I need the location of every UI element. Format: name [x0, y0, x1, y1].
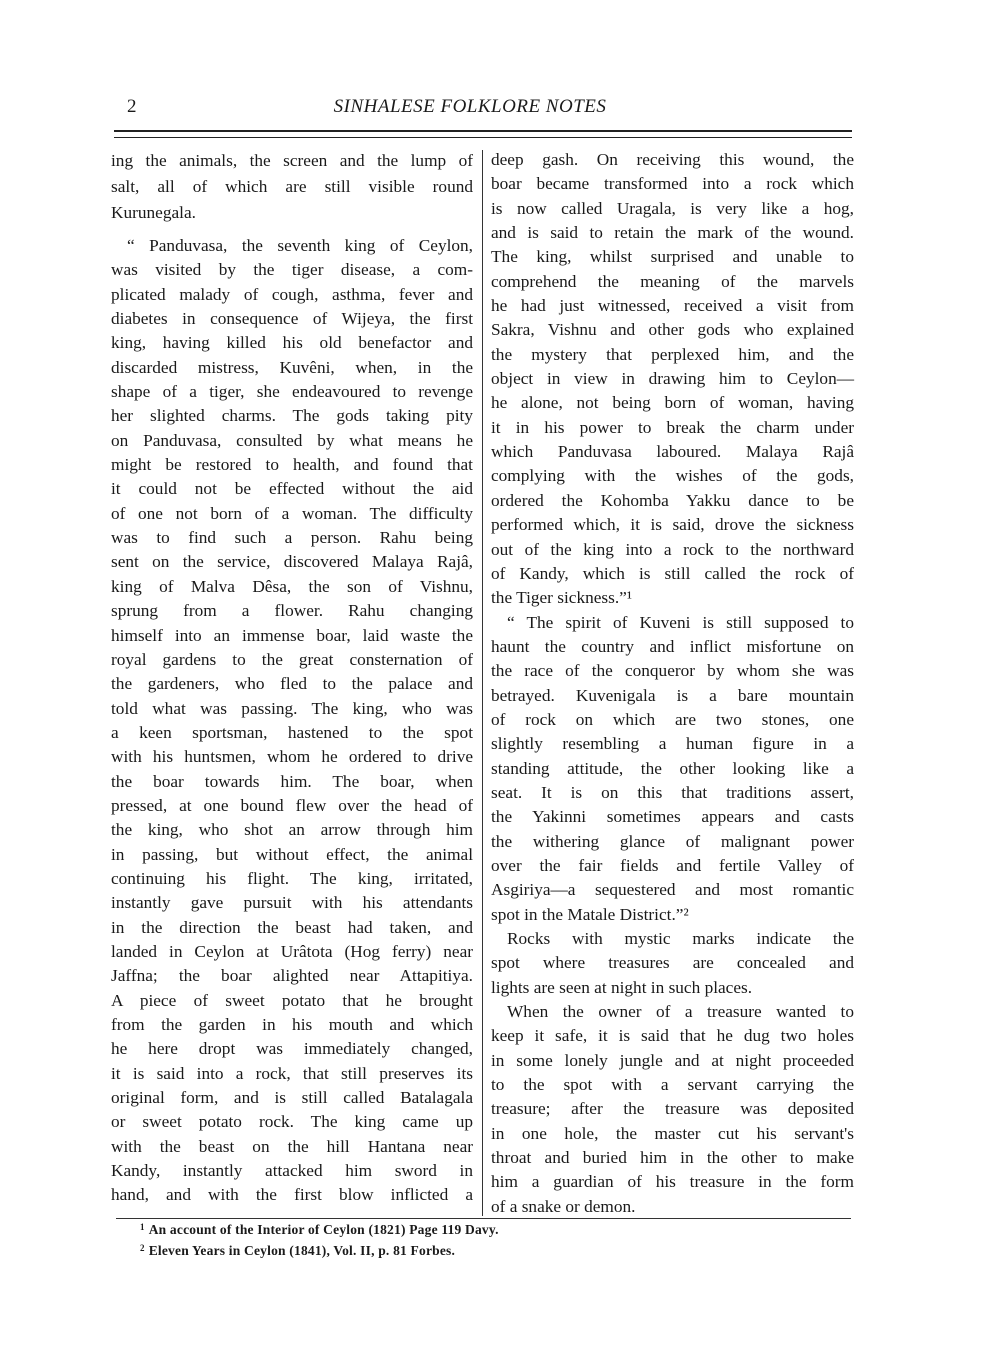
text-line: of a snake or demon. [491, 1196, 636, 1216]
footnote-1 [140, 1222, 499, 1238]
text-line: or sweet potato rock. The king came up [111, 1112, 473, 1132]
text-line: instantly gave pursuit with his attendants [111, 893, 473, 913]
text-line: to the spot with a servant carrying the [491, 1075, 854, 1095]
text-line: which Panduvasa laboured. Malaya Rajâ [491, 442, 854, 462]
text-line: Kandy, instantly attacked him sword in [111, 1161, 473, 1181]
text-line: the race of the conqueror by whom she was [491, 661, 854, 681]
text-line: in the direction the beast had taken, and [111, 917, 473, 937]
text-line: Kurunegala. [111, 203, 196, 222]
text-line: ing the animals, the screen and the lump of [111, 151, 473, 170]
text-line: lights are seen at night in such places. [491, 977, 753, 997]
text-line: the withering glance of malignant power [491, 831, 854, 851]
text-line: keep it safe, it is said that he dug two holes [491, 1026, 854, 1046]
text-line: pressed, at one bound flew over the head of [111, 795, 473, 815]
running-title: SINHALESE FOLKLORE NOTES [333, 96, 607, 117]
text-line: the boar towards him. The boar, when [111, 771, 473, 791]
text-line: betrayed. Kuvenigala is a bare mountain [491, 685, 854, 705]
text-line: deep gash. On receiving this wound, the [491, 150, 854, 169]
text-line: was to find such a person. Rahu being [111, 528, 473, 548]
text-line: landed in Ceylon at Urâtota (Hog ferry) near [111, 941, 473, 961]
footnote-2 [140, 1243, 455, 1259]
text-line: continuing his flight. The king, irritated, [111, 868, 473, 888]
text-line: Sakra, Vishnu and other gods who explained [491, 320, 854, 340]
text-line: salt, all of which are still visible round [111, 177, 473, 196]
text-line: ordered the Kohomba Yakku dance to be [491, 490, 854, 510]
text-line: him a guardian of his treasure in the form [491, 1172, 854, 1192]
text-line: plicated malady of cough, asthma, fever and [111, 284, 473, 304]
text-line: object in view in drawing him to Ceylon— [491, 369, 854, 389]
text-line: complying with the wishes of the gods, [491, 466, 854, 486]
text-line: Rocks with mystic marks indicate the [507, 929, 854, 948]
text-line: boar became transformed into a rock which [491, 174, 854, 194]
page-number: 2 [127, 96, 137, 117]
paragraph [491, 611, 854, 927]
text-line: the Tiger sickness.”¹ [491, 588, 633, 608]
footnote-mark: 1 [140, 1222, 145, 1232]
text-line: he here dropt was immediately changed, [111, 1039, 473, 1059]
text-line: with his huntsmen, whom he ordered to drive [111, 747, 473, 767]
text-line: spot where treasures are concealed and [491, 953, 854, 973]
text-line: was visited by the tiger disease, a com- [111, 260, 473, 280]
text-line: spot in the Matale District.”² [491, 904, 689, 924]
text-line: the gardeners, who fled to the palace and [111, 674, 473, 694]
text-line: haunt the country and inflict misfortune on [491, 636, 854, 656]
text-line: the mystery that perplexed him, and the [491, 344, 854, 364]
text-line: in passing, but without effect, the animal [111, 844, 473, 864]
text-line: told what was passing. The king, who was [111, 698, 473, 718]
header-rule-thin [114, 137, 852, 138]
text-line: When the owner of a treasure wanted to [507, 1002, 854, 1022]
text-line: Jaffna; the boar alighted near Attapitiya. [111, 966, 473, 986]
text-line: “ Panduvasa, the seventh king of Ceylon, [127, 236, 473, 255]
text-line: The king, whilst surprised and unable to [491, 247, 854, 267]
text-line: performed which, it is said, drove the sickness [491, 515, 854, 535]
footnote-rule [116, 1218, 851, 1219]
text-line: might be restored to health, and found that [111, 455, 473, 475]
footnote-text: An account of the Interior of Ceylon (1821) Page 119 Davy. [148, 1222, 499, 1237]
footnote-text: Eleven Years in Ceylon (1841), Vol. II, p. 81 Forbes. [148, 1243, 456, 1258]
text-line: “ The spirit of Kuveni is still supposed to [507, 612, 854, 632]
text-line: seat. It is on this that traditions assert, [491, 782, 854, 802]
text-line: it in his power to break the charm under [491, 417, 854, 437]
text-line: from the garden in his mouth and which [111, 1015, 473, 1034]
text-line: he alone, not being born of woman, having [491, 393, 854, 413]
text-line: original form, and is still called Batalagala [111, 1088, 473, 1108]
text-line: of Kandy, which is still called the rock of [491, 563, 854, 583]
text-line: her slighted charms. The gods taking pity [111, 406, 473, 426]
paragraph [491, 1000, 854, 1219]
text-line: it could not be effected without the aid [111, 479, 473, 499]
text-line: standing attitude, the other looking like a [491, 758, 854, 778]
text-line: in one hole, the master cut his servant's [491, 1123, 854, 1143]
left-column [111, 148, 473, 1208]
text-line: discarded mistress, Kuvêni, when, in the [111, 357, 473, 377]
text-line: with the beast on the hill Hantana near [111, 1136, 473, 1156]
column-divider [482, 150, 483, 1216]
text-line: treasure; after the treasure was deposited [491, 1099, 854, 1119]
text-line: shape of a tiger, she endeavoured to revenge [111, 382, 473, 402]
text-line: the king, who shot an arrow through him [111, 820, 473, 840]
right-column [491, 148, 854, 1219]
text-line: sent on the service, discovered Malaya Rajâ, [111, 552, 473, 572]
text-line: on Panduvasa, consulted by what means he [111, 430, 473, 450]
text-line: it is said into a rock, that still preserves its [111, 1063, 473, 1083]
paragraph [491, 148, 854, 611]
text-line: royal gardens to the great consternation of [111, 649, 473, 669]
text-line: king, having killed his old benefactor and [111, 333, 473, 353]
text-line: comprehend the meaning of the marvels [491, 271, 854, 291]
text-line: diabetes in consequence of Wijeya, the first [111, 309, 473, 329]
header-rule-thick [114, 130, 852, 132]
text-line: he had just witnessed, received a visit from [491, 296, 854, 316]
text-line: of rock on which are two stones, one [491, 709, 854, 729]
paragraph [111, 148, 473, 226]
text-line: himself into an immense boar, laid waste the [111, 625, 473, 645]
text-line: over the fair fields and fertile Valley of [491, 855, 854, 875]
text-line: throat and buried him in the other to make [491, 1148, 854, 1168]
text-line: out of the king into a rock to the northward [491, 539, 854, 559]
paragraph [491, 927, 854, 1000]
text-line: king of Malva Dêsa, the son of Vishnu, [111, 576, 473, 596]
text-line: and is said to retain the mark of the wound. [491, 223, 854, 243]
text-line: sprung from a flower. Rahu changing [111, 601, 473, 621]
text-line: the Yakinni sometimes appears and casts [491, 807, 854, 827]
paragraph [111, 234, 473, 1208]
text-line: is now called Uragala, is very like a hog, [491, 198, 854, 218]
text-line: hand, and with the first blow inflicted a [111, 1185, 473, 1205]
text-line: of one not born of a woman. The difficulty [111, 503, 473, 523]
text-line: a keen sportsman, hastened to the spot [111, 722, 473, 742]
text-line: slightly resembling a human figure in a [491, 734, 854, 754]
text-line: A piece of sweet potato that he brought [111, 990, 473, 1010]
footnote-mark: 2 [140, 1243, 145, 1253]
text-line: Asgiriya—a sequestered and most romantic [491, 880, 854, 900]
text-line: in some lonely jungle and at night proceeded [491, 1050, 854, 1070]
